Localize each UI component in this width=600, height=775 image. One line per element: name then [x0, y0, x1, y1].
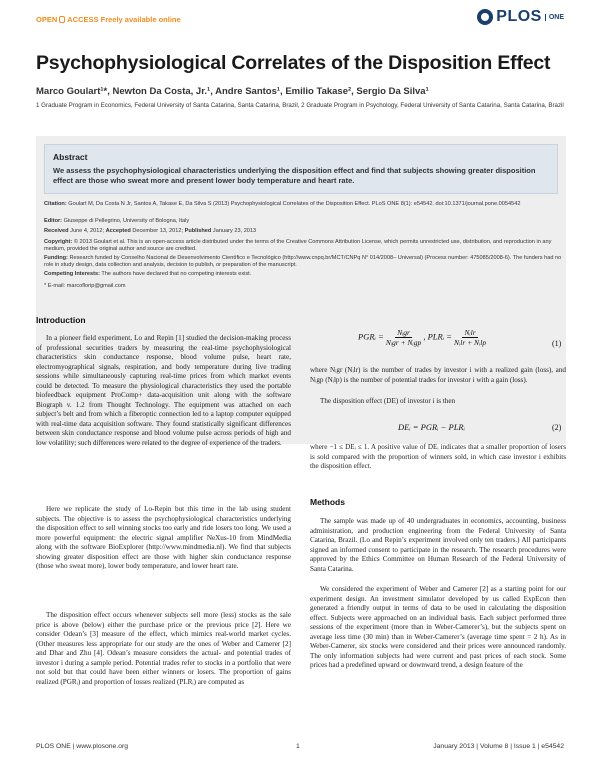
affiliations: 1 Graduate Program in Economics, Federal University of Santa Catarina, Santa Catarina, Brazil, 2 Graduate Program in Psychology, Federal University of Santa Catarina, Santa Catarina, Brazil: [36, 102, 564, 109]
methods-heading: Methods: [310, 497, 345, 507]
editor: Editor: Giuseppe di Pellegrino, University of Bologna, Italy: [44, 218, 190, 224]
equation-1: PGRᵢ = $\frac{\text{Nᵢgr}}{\text{Nᵢgr + Nᵢgp}}$ , PLRᵢ = $\frac{\text{Nᵢlr}}{\text{Nᵢlr + Nᵢlp}}$: [358, 328, 487, 347]
equation-2-number: (2): [552, 423, 562, 432]
abstract-heading: Abstract: [53, 152, 88, 162]
access-label: ACCESS: [67, 15, 99, 24]
plos-wordmark: PLOS: [496, 8, 542, 25]
intro-paragraph-2: Here we replicate the study of Lo-Repin but this time in the lab using student subjects. The objective is to assess the psychophysiological characteristics underlying the disposition effect to sell winning stocks too early and ride losers too long. We used a more powerful equipment: the electric signal amplifier NeXus-10 from MindMedia along with the software BioExplorer (http://www.mindmedia.nl). We find that subjects showing greater disposition effect are those with higher skin conductance response (those who sweat more), lower body temperature, and lower heart rate.: [36, 505, 291, 571]
dates: Received June 4, 2012; Accepted December 13, 2012; Published January 23, 2013: [44, 228, 257, 234]
footer-journal: PLOS ONE | www.plosone.org: [36, 743, 129, 750]
equation-2: DEᵢ = PGRᵢ − PLRᵢ: [398, 422, 465, 432]
paper-title: Psychophysiological Correlates of the Disposition Effect: [36, 52, 551, 74]
methods-paragraph-1: The sample was made up of 40 undergraduates in economics, accounting, business administration, and production engineering from the Federal University of Santa Catarina, Brazil. (Lo and Repin’s experiment involved only ten traders.) All participants signed an informed consent to participate in the research. The research procedures were approved by the Ethics Committee on Human Research of the Federal University of Santa Catarina.: [310, 517, 566, 573]
author-list: Marco Goulart¹*, Newton Da Costa, Jr.¹, Andre Santos¹, Emilio Takase², Sergio Da Silva¹: [36, 86, 429, 97]
right-paragraph-de: The disposition effect (DE) of investor i is then: [320, 397, 456, 405]
abstract-text: We assess the psychophysiological characteristics underlying the disposition effect and find that subjects showing greater disposition effect are those who sweat more and present lower body temperature and heart rate.: [53, 166, 536, 185]
introduction-heading: Introduction: [36, 315, 86, 325]
open-access-lock-icon: [59, 16, 65, 23]
funding: Funding: Research funded by Conselho Nacional de Desenvolvimento Científico e Tecnológico (http://www.cnpq.br/MCT/CNPq N° 014/2008– Universal) (Process number: 475085/2008-6). The funders had no role in study design, data collection and analysis, decision to publish, or preparation of the manuscript.: [44, 255, 562, 269]
plos-one-logo: [477, 8, 564, 26]
right-paragraph-where-1: where Nᵢgr (Nᵢlr) is the number of trades by investor i with a realized gain (loss), and Nᵢgp (Nᵢlp) is the number of potential trades for investor i with a gain (loss).: [310, 366, 566, 384]
competing-interests: Competing Interests: The authors have declared that no competing interests exist.: [44, 271, 252, 277]
open-label: OPEN: [36, 15, 58, 24]
footer-issue: January 2013 | Volume 8 | Issue 1 | e54542: [433, 743, 564, 750]
one-wordmark: ONE: [545, 14, 564, 21]
plos-logo-icon: [477, 9, 493, 25]
page-number: 1: [296, 743, 300, 750]
right-paragraph-where-2: where −1 ≤ DEᵢ ≤ 1. A positive value of DEᵢ indicates that a smaller proportion of losers is sold compared with the proportion of winners sold, in which case investor i exhibits the disposition effect.: [310, 443, 566, 471]
citation: Citation: Goulart M, Da Costa N Jr, Santos A, Takase E, Da Silva S (2013) Psychophysiological Correlates of the Disposition Effect. PLoS ONE 8(1): e54542. doi:10.1371/journal.pone.0054542: [44, 201, 521, 207]
equation-1-number: (1): [552, 339, 562, 348]
abstract-panel: [44, 144, 558, 194]
freely-available-label: Freely available online: [100, 15, 181, 24]
corresponding-email: * E-mail: marcoflorip@gmail.com: [44, 283, 126, 289]
intro-paragraph-3: The disposition effect occurs whenever subjects sell more (less) stocks as the sale price is above (below) either the purchase price or the previous price [2]. Here we consider Odean’s [3] measure of the effect, which mimics real-world market cycles. (Other measures less appropriate for our study are the ones of Weber and Camerer [2] and Dhar and Zhu [4]. Odean’s measure considers the actual- and potential trades of investor i during a sample period. Potential trades refer to stocks in a portfolio that were not sold but that could have been either winners or losers. The proportion of gains realized (PGRᵢ) and proportion of losses realized (PLRᵢ) are computed as: [36, 611, 291, 686]
copyright: Copyright: © 2013 Goulart et al. This is an open-access article distributed under the terms of the Creative Commons Attribution License, which permits unrestricted use, distribution, and reproduction in any medium, provided the original author and source are credited.: [44, 239, 552, 253]
intro-paragraph-1: In a pioneer field experiment, Lo and Repin [1] studied the decision-making process of professional securities traders by measuring the real-time psychophysiological characteristics skin conductance response, blood volume pulse, heart rate, electromyographical signals, respiration, and body temperature during live trading sessions while simultaneously capturing real-time prices from which market events could be detected. To measure the physiological characteristics they used the portable biofeedback equipment ProComp+ data-acquisition unit along with the software Biograph v. 1.2 from Thought Technology. The equipment was attached on each subject’s belt and from which a fiberoptic connection led to a laptop computer equipped with real-time data acquisition software. They found statistically significant differences between skin conductance response and blood volume pulse across periods of high and low volatility; such differences were related to the degree of experience of the traders.: [36, 334, 291, 448]
methods-paragraph-2: We considered the experiment of Weber and Camerer [2] as a starting point for our experiment design. An investment simulator developed by us called ExpEcon then generated a friendly output in terms of data to be used in calculating the disposition effect. Subjects were approached on an individual basis. Each subject performed three sessions of the experiment (more than in Weber-Camerer’s), but the subjects spent on average less time (30 min) than in Weber-Camerer’s (average time spent = 2 h). As in Weber-Camerer, six stocks were considered and their prices were announced randomly. The only information subjects had were current and past prices of each stock. Some prices had a predefined upward or downward trend, a design feature of the: [310, 585, 566, 670]
open-access-badge: [36, 15, 181, 24]
